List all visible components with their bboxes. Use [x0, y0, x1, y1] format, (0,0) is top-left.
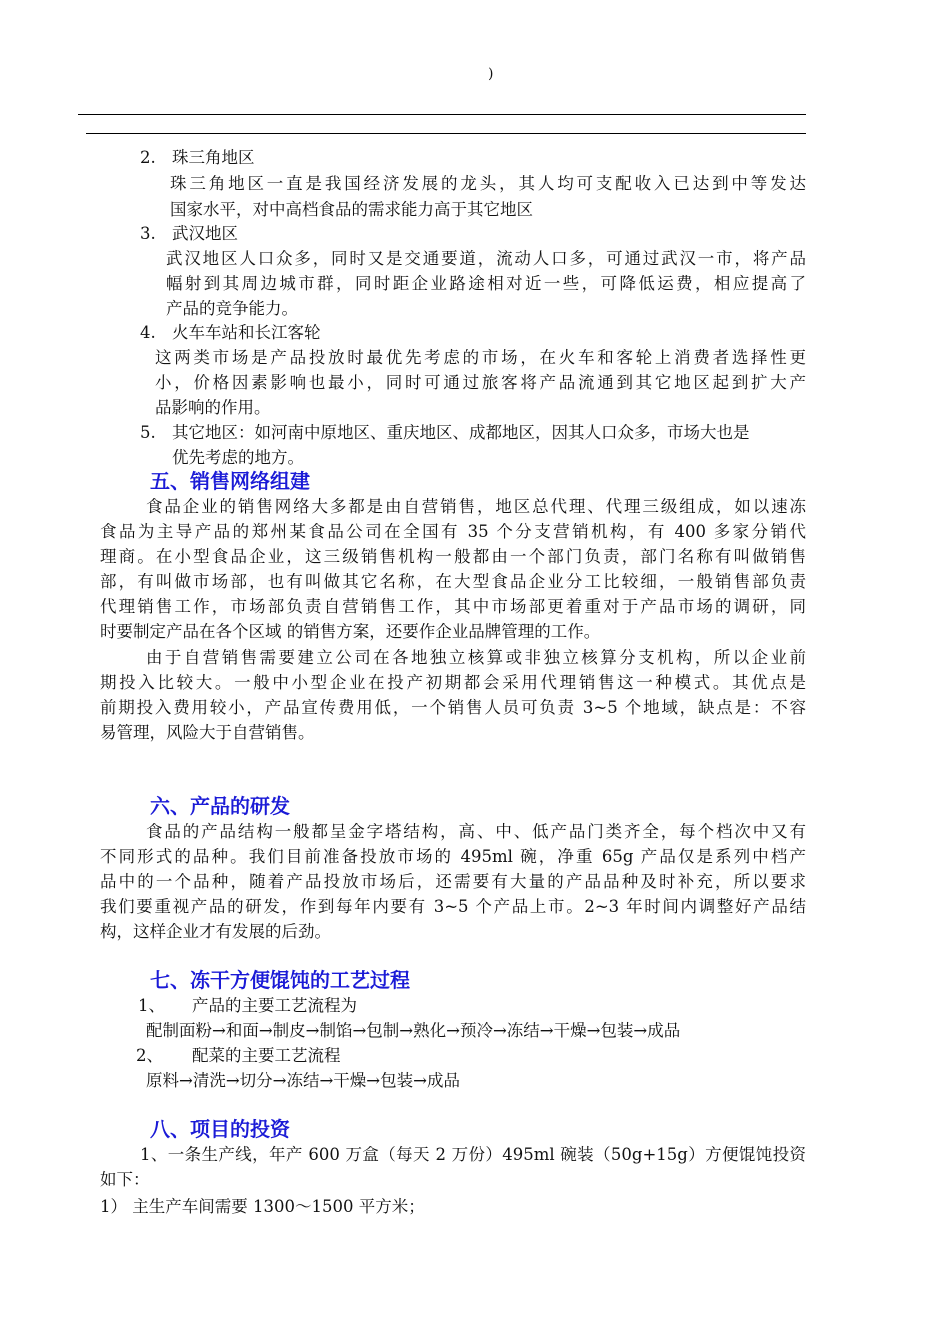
paragraph-line: 品影响的作用。: [155, 398, 271, 417]
list-item-title: 3. 武汉地区: [140, 221, 238, 247]
header-mark: ): [488, 66, 494, 82]
list-number: 4.: [140, 323, 156, 342]
section-heading: 八、项目的投资: [150, 1117, 290, 1141]
paragraph-line: 产品的竞争能力。: [166, 299, 298, 318]
paragraph-line: 1、一条生产线，年产 600 万盒（每天 2 万份）495ml 碗装（50g+15g）方便馄饨投资: [140, 1145, 806, 1164]
paragraph-line: 由于自营销售需要建立公司在各地独立核算或非独立核算分支机构，所以企业前: [146, 648, 806, 667]
paragraph-line: 易管理，风险大于自营销售。: [100, 723, 315, 742]
list-number: 1、: [138, 996, 165, 1015]
section-heading: 六、产品的研发: [150, 794, 290, 818]
list-number: 2、: [136, 1046, 163, 1065]
header-rule-top: [78, 114, 806, 115]
paragraph-line: 这两类市场是产品投放时最优先考虑的市场，在火车和客轮上消费者选择性更: [155, 348, 806, 367]
list-number: 3.: [140, 224, 156, 243]
header-rule-bottom: [86, 133, 806, 134]
paragraph-line: 如下：: [100, 1170, 150, 1189]
paragraph-line: 不同形式的品种。我们目前准备投放市场的 495ml 碗，净重 65g 产品仅是系列中档产: [100, 847, 806, 866]
paragraph-line: 前期投入费用较小，产品宣传费用低，一个销售人员可负责 3~5 个地域，缺点是：不容: [100, 698, 806, 717]
paragraph-line: 品中的一个品种，随着产品投放市场后，还需要有大量的产品品种及时补充，所以要求: [100, 872, 806, 891]
paragraph-line: 我们要重视产品的研发，作到每年内要有 3~5 个产品上市。2~3 年时间内调整好产品结: [100, 897, 806, 916]
paragraph-line: 幅射到其周边城市群，同时距企业路途相对近一些，可降低运费，相应提高了: [166, 274, 806, 293]
process-item-title: 2、 配菜的主要工艺流程: [136, 1043, 341, 1069]
list-item-title: 2. 珠三角地区: [140, 145, 255, 171]
paragraph-line: 珠三角地区一直是我国经济发展的龙头，其人均可支配收入已达到中等发达: [170, 174, 806, 193]
paragraph-line: 食品为主导产品的郑州某食品公司在全国有 35 个分支营销机构，有 400 多家分销代: [100, 522, 806, 541]
list-number: 5.: [140, 423, 156, 442]
paragraph-line: 代理销售工作，市场部负责自营销售工作，其中市场部更着重对于产品市场的调研，同: [100, 597, 806, 616]
process-flow: 原料→清洗→切分→冻结→干燥→包装→成品: [146, 1071, 460, 1090]
section-heading: 五、销售网络组建: [150, 469, 310, 493]
section-heading: 七、冻干方便馄饨的工艺过程: [150, 968, 410, 992]
paragraph-line: 部，有叫做市场部，也有叫做其它名称，在大型食品企业分工比较细，一般销售部负责: [100, 572, 806, 591]
paragraph-line: 期投入比较大。一般中小型企业在投产初期都会采用代理销售这一种模式。其优点是: [100, 673, 806, 692]
paragraph-line: 时要制定产品在各个区域 的销售方案，还要作企业品牌管理的工作。: [100, 622, 601, 641]
list-number: 2.: [140, 148, 156, 167]
paragraph-line: 国家水平，对中高档食品的需求能力高于其它地区: [170, 200, 533, 219]
process-flow: 配制面粉→和面→制皮→制馅→包制→熟化→预冷→冻结→干燥→包装→成品: [146, 1021, 681, 1040]
paragraph-line: 食品的产品结构一般都呈金字塔结构，高、中、低产品门类齐全，每个档次中又有: [146, 822, 806, 841]
paragraph-line: 武汉地区人口众多，同时又是交通要道，流动人口多，可通过武汉一市，将产品: [166, 249, 806, 268]
list-item-title: 4. 火车车站和长江客轮: [140, 320, 321, 346]
process-item-title: 1、 产品的主要工艺流程为: [138, 993, 357, 1019]
paragraph-line: 小，价格因素影响也最小，同时可通过旅客将产品流通到其它地区起到扩大产: [155, 373, 806, 392]
paragraph-line: 理商。在小型食品企业，这三级销售机构一般都由一个部门负责，部门名称有叫做销售: [100, 547, 806, 566]
list-item: 1） 主生产车间需要 1300～1500 平方米；: [100, 1197, 425, 1216]
paragraph-line: 优先考虑的地方。: [172, 448, 304, 467]
list-item-title: 5. 其它地区：如河南中原地区、重庆地区、成都地区，因其人口众多，市场大也是: [140, 420, 806, 446]
paragraph-line: 构，这样企业才有发展的后劲。: [100, 922, 331, 941]
paragraph-line: 食品企业的销售网络大多都是由自营销售，地区总代理、代理三级组成，如以速冻: [146, 497, 806, 516]
